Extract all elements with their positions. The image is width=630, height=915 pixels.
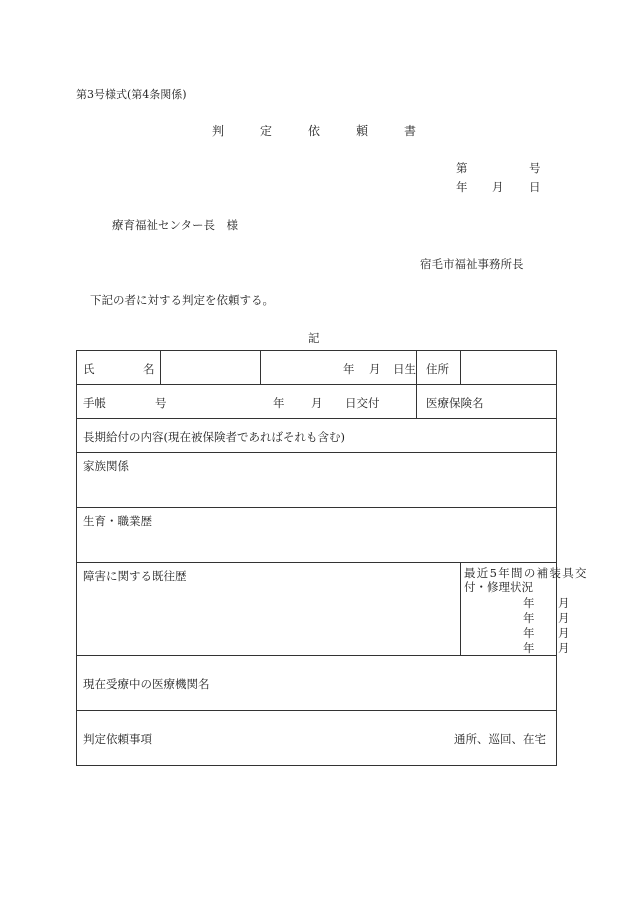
- device-row-year: 年: [523, 611, 535, 625]
- request-form-table: [76, 350, 588, 766]
- row-institution: [77, 656, 557, 711]
- issue-year: 年: [273, 396, 285, 410]
- title-char: 頼: [356, 124, 369, 138]
- upbringing-label: 生育・職業歴: [83, 514, 152, 528]
- family-field[interactable]: [77, 453, 557, 508]
- title-char: 書: [404, 124, 417, 138]
- form-reference: 第3号様式(第4条関係): [76, 88, 187, 101]
- device-row-month: 月: [558, 641, 570, 655]
- long-term-label: 長期給付の内容(現在被保険者であればそれも含む): [83, 430, 345, 444]
- date-day: 日: [529, 180, 541, 194]
- date-month: 月: [492, 180, 504, 194]
- device-row-month: 月: [558, 596, 570, 610]
- row-upbringing: [77, 508, 557, 563]
- request-items-field[interactable]: [77, 711, 557, 766]
- date-year: 年: [456, 180, 468, 194]
- techo-go: 号: [155, 396, 167, 410]
- number-dai: 第: [456, 161, 468, 175]
- name-field[interactable]: [161, 351, 261, 385]
- title-char: 定: [260, 124, 273, 138]
- disability-history-field[interactable]: [77, 563, 461, 656]
- name-label-1: 氏: [83, 362, 95, 376]
- address-field[interactable]: [461, 351, 557, 385]
- issue-month: 月: [311, 396, 323, 410]
- request-options: 通所、巡回、在宅: [454, 732, 546, 746]
- ki-label: 記: [308, 331, 320, 345]
- number-go: 号: [529, 161, 541, 175]
- upbringing-field[interactable]: [77, 508, 557, 563]
- device-row-year: 年: [523, 596, 535, 610]
- row-request-items: [77, 711, 557, 766]
- device-row-year: 年: [523, 626, 535, 640]
- name-label-2: 名: [143, 362, 155, 376]
- request-text: 下記の者に対する判定を依頼する。: [90, 293, 274, 307]
- name-label-cell: [77, 351, 161, 385]
- dob-field[interactable]: [261, 351, 417, 385]
- institution-field[interactable]: [77, 656, 557, 711]
- sender: 宿毛市福祉事務所長: [420, 257, 524, 271]
- request-items-label: 判定依頼事項: [83, 732, 152, 746]
- row-techo: [77, 385, 557, 419]
- address-label: 住所: [426, 362, 449, 376]
- device-row-year: 年: [523, 641, 535, 655]
- device-row-month: 月: [558, 626, 570, 640]
- techo-label: 手帳: [83, 396, 106, 410]
- addressee: 療育福祉センター長 様: [112, 218, 239, 232]
- issue-suffix: 日交付: [345, 396, 380, 410]
- insurance-label: 医療保険名: [426, 396, 484, 410]
- row-family: [77, 453, 557, 508]
- dob-month: 月: [369, 362, 381, 376]
- long-term-field[interactable]: [77, 419, 557, 453]
- title-char: 判: [212, 124, 225, 138]
- dob-suffix: 日生: [393, 362, 416, 376]
- techo-field[interactable]: [77, 385, 417, 419]
- address-label-cell: [417, 351, 461, 385]
- page-title: [212, 122, 452, 139]
- row-disability: [77, 563, 557, 656]
- row-name: [77, 351, 557, 385]
- dob-year: 年: [343, 362, 355, 376]
- disability-history-label: 障害に関する既往歴: [83, 569, 187, 583]
- device-label-2: 付・修理状況: [464, 580, 533, 594]
- institution-label: 現在受療中の医療機関名: [83, 677, 210, 691]
- title-char: 依: [308, 124, 321, 138]
- device-row-month: 月: [558, 611, 570, 625]
- row-long-term: [77, 419, 557, 453]
- device-status-field[interactable]: [461, 563, 588, 656]
- device-label-1: 最近5年間の補装具交: [464, 566, 588, 580]
- insurance-field[interactable]: [417, 385, 557, 419]
- family-label: 家族関係: [83, 459, 129, 473]
